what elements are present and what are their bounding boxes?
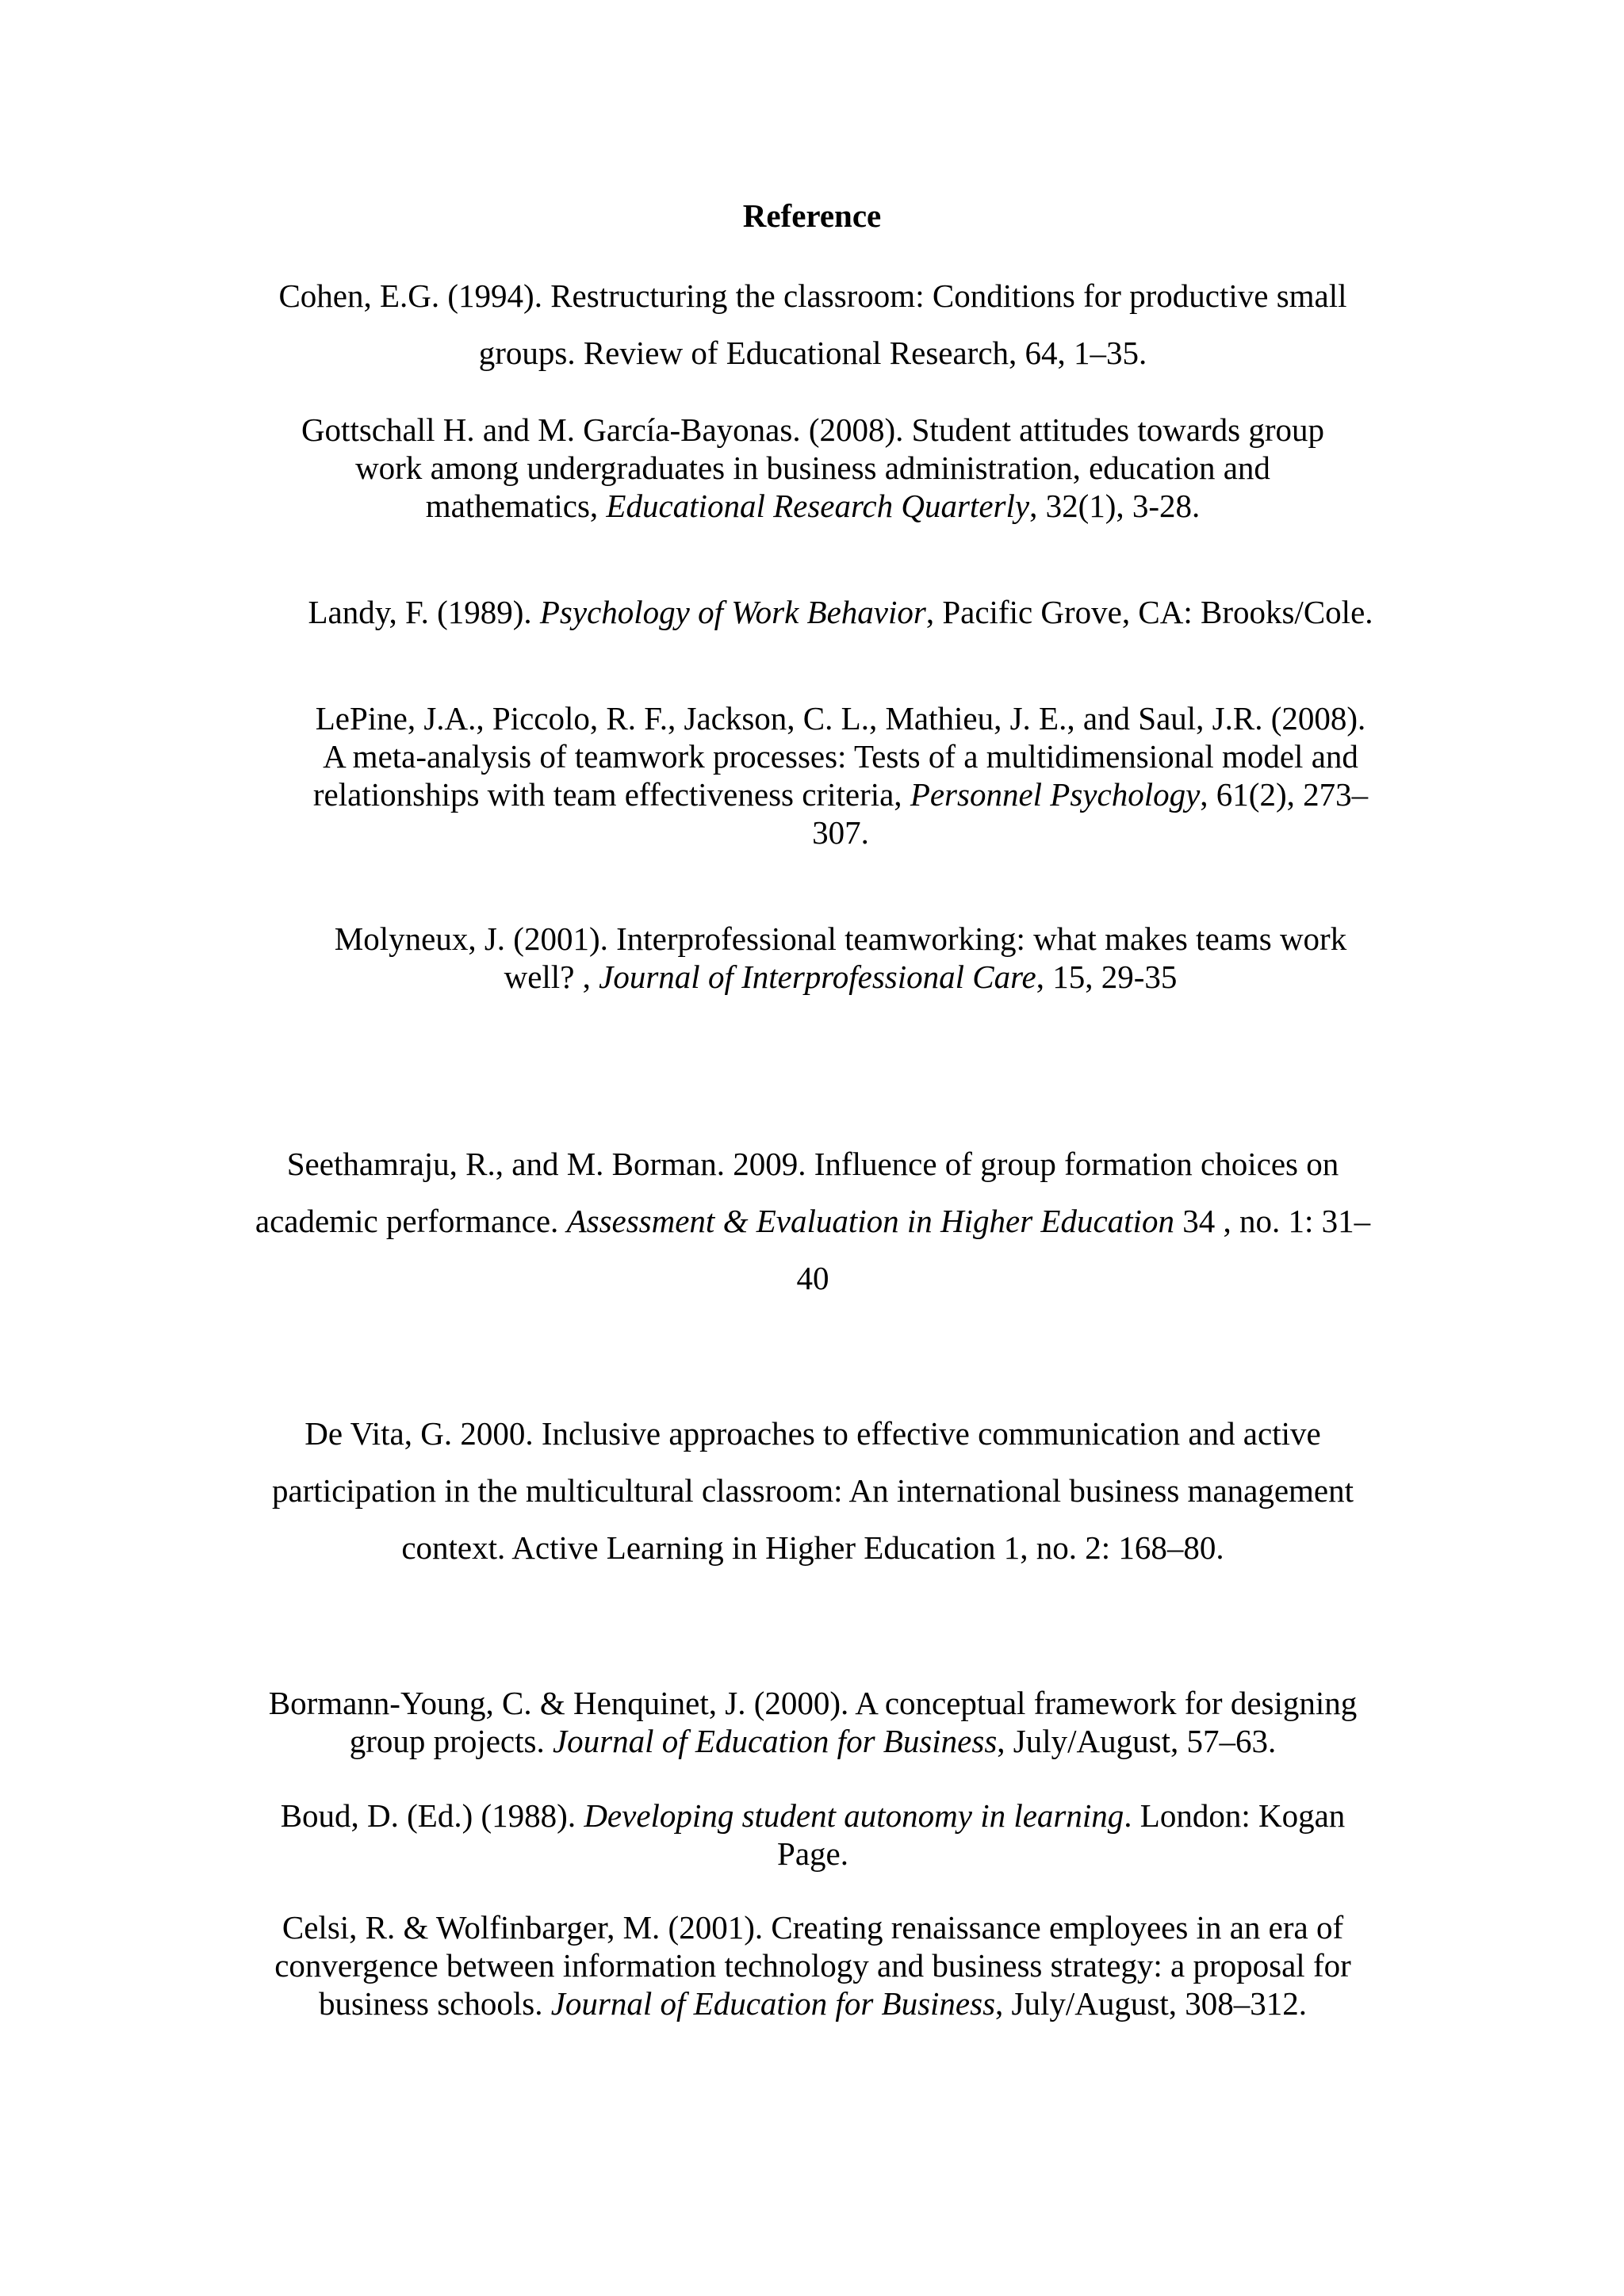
reference-line — [230, 813, 1451, 851]
reference-text: , July/August, 57–63. — [997, 1723, 1277, 1759]
reference-text: groups. Review of Educational Research, 64, 1–35. — [478, 335, 1147, 371]
reference-line — [230, 1684, 1396, 1722]
reference-text: Seethamraju, R., and M. Borman. 2009. Influence of group formation choices on — [286, 1146, 1339, 1182]
reference-text: Celsi, R. & Wolfinbarger, M. (2001). Creating renaissance employees in an era of — [282, 1909, 1344, 1946]
reference-italic-text: Journal of Interprofessional Care — [599, 959, 1036, 995]
reference-text: De Vita, G. 2000. Inclusive approaches to effective communication and active — [304, 1415, 1321, 1452]
reference-line — [230, 1249, 1396, 1307]
reference-line — [230, 958, 1451, 996]
reference-text: LePine, J.A., Piccolo, R. F., Jackson, C. L., Mathieu, J. E., and Saul, J.R. (2008). — [315, 700, 1366, 737]
reference-entry — [230, 1908, 1396, 2022]
page-title: Reference — [742, 197, 882, 234]
reference-line — [230, 487, 1396, 525]
reference-text: , Pacific Grove, CA: Brooks/Cole. — [925, 594, 1373, 630]
reference-line — [230, 1519, 1396, 1576]
reference-line — [230, 267, 1396, 324]
reference-entry — [230, 267, 1396, 381]
reference-line — [230, 737, 1451, 775]
reference-text: relationships with team effectiveness criteria, — [312, 776, 910, 813]
reference-text: context. Active Learning in Higher Education 1, no. 2: 168–80. — [401, 1529, 1224, 1566]
reference-entry — [230, 920, 1451, 996]
reference-text: A meta-analysis of teamwork processes: Tests of a multidimensional model and — [323, 738, 1358, 775]
reference-entry — [230, 699, 1451, 851]
reference-text: . London: Kogan — [1124, 1797, 1346, 1834]
reference-text: academic performance. — [255, 1203, 567, 1239]
reference-line — [230, 1722, 1396, 1760]
reference-line — [230, 1835, 1396, 1873]
reference-italic-text: Developing student autonomy in learning — [584, 1797, 1124, 1834]
reference-text: 307. — [812, 814, 869, 851]
reference-line — [230, 1984, 1396, 2022]
reference-italic-text: Assessment & Evaluation in Higher Education — [566, 1203, 1174, 1239]
reference-text: mathematics, — [425, 488, 607, 524]
reference-text: Landy, F. (1989). — [308, 594, 540, 630]
reference-text: , 61(2), 273– — [1200, 776, 1369, 813]
reference-text: well? , — [504, 959, 599, 995]
reference-line — [230, 411, 1396, 449]
reference-text: participation in the multicultural classroom: An international business management — [271, 1472, 1354, 1509]
reference-line — [230, 1405, 1396, 1462]
reference-italic-text: Journal of Education for Business — [550, 1985, 996, 2022]
reference-entry — [230, 1797, 1396, 1873]
reference-entry — [230, 1684, 1396, 1760]
reference-text: business schools. — [319, 1985, 551, 2022]
reference-text: work among undergraduates in business administration, education and — [355, 450, 1270, 486]
reference-line — [230, 449, 1396, 487]
reference-entry — [230, 411, 1396, 525]
reference-text: 34 , no. 1: 31– — [1174, 1203, 1371, 1239]
reference-text: , 15, 29-35 — [1036, 959, 1178, 995]
reference-text: Gottschall H. and M. García-Bayonas. (2008). Student attitudes towards group — [301, 411, 1325, 448]
reference-text: Page. — [777, 1835, 848, 1872]
reference-line — [230, 920, 1451, 958]
reference-text: convergence between information technology and business strategy: a proposal for — [274, 1947, 1351, 1984]
reference-text: Molyneux, J. (2001). Interprofessional teamworking: what makes teams work — [334, 920, 1347, 957]
reference-text: Boud, D. (Ed.) (1988). — [280, 1797, 584, 1834]
reference-italic-text: Journal of Education for Business — [552, 1723, 998, 1759]
reference-text: group projects. — [349, 1723, 553, 1759]
reference-italic-text: Educational Research Quarterly — [606, 488, 1030, 524]
reference-line — [230, 699, 1451, 737]
reference-line — [230, 593, 1451, 631]
reference-text: , July/August, 308–312. — [995, 1985, 1307, 2022]
reference-italic-text: Psychology of Work Behavior — [539, 594, 926, 630]
reference-text: , 32(1), 3-28. — [1029, 488, 1201, 524]
reference-line — [230, 1797, 1396, 1835]
reference-line — [230, 1908, 1396, 1946]
reference-line — [230, 1462, 1396, 1519]
reference-text: 40 — [796, 1260, 829, 1296]
reference-line — [230, 324, 1396, 381]
reference-line — [230, 1135, 1396, 1192]
reference-line — [230, 775, 1451, 813]
reference-entry — [230, 1405, 1396, 1576]
reference-line — [230, 1946, 1396, 1984]
reference-italic-text: Personnel Psychology — [910, 776, 1201, 813]
reference-entry — [230, 593, 1451, 631]
reference-text: Cohen, E.G. (1994). Restructuring the classroom: Conditions for productive small — [278, 277, 1347, 314]
reference-line — [230, 1192, 1396, 1249]
reference-entry — [230, 1135, 1396, 1307]
reference-text: Bormann-Young, C. & Henquinet, J. (2000). A conceptual framework for designing — [268, 1685, 1358, 1721]
